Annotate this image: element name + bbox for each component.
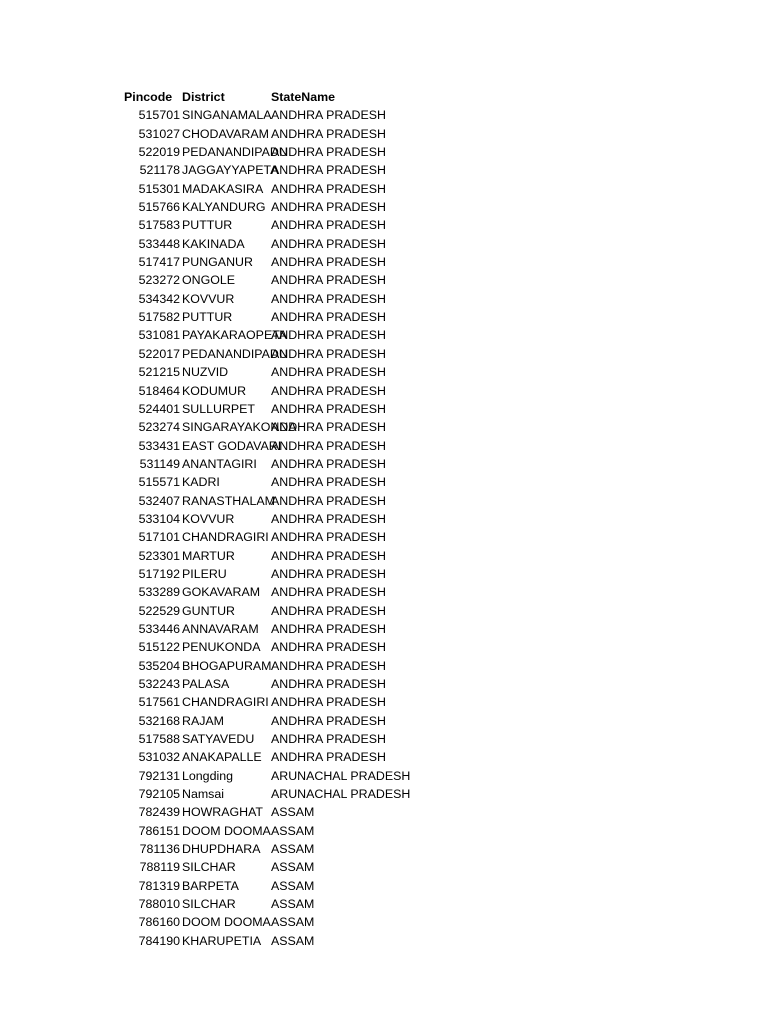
cell-statename: ANDHRA PRADESH [271,126,386,141]
cell-statename: ASSAM [271,933,315,948]
cell-pincode: 515701 [138,108,180,123]
cell-pincode: 521178 [139,163,180,178]
cell-pincode: 517583 [138,218,180,233]
cell-district: KOVVUR [182,511,235,526]
cell-statename: ARUNACHAL PRADESH [271,768,411,783]
cell-pincode: 533289 [138,585,180,600]
cell-pincode: 517582 [138,310,180,325]
table-row [0,161,768,179]
cell-statename: ANDHRA PRADESH [271,163,386,178]
cell-pincode: 531149 [139,456,180,471]
cell-pincode: 515301 [138,181,180,196]
cell-district: PILERU [182,566,227,581]
table-row [0,913,768,931]
cell-statename: ANDHRA PRADESH [271,548,386,563]
cell-statename: ARUNACHAL PRADESH [271,787,411,802]
table-row [0,895,768,913]
cell-district: SINGARAYAKONDA [182,420,297,435]
cell-district: KODUMUR [182,383,247,398]
table-row [0,675,768,693]
table-row [0,418,768,436]
table-row [0,253,768,271]
cell-pincode: 533448 [138,236,180,251]
cell-pincode: 534342 [138,291,180,306]
table-row [0,400,768,418]
cell-statename: ANDHRA PRADESH [271,750,386,765]
cell-district: BARPETA [182,878,239,893]
cell-district: PALASA [182,677,230,691]
table-row [0,657,768,675]
cell-district: PUTTUR [182,310,233,325]
cell-statename: ANDHRA PRADESH [271,420,386,435]
table-row [0,290,768,308]
table-header [0,88,768,106]
cell-district: HOWRAGHAT [182,805,263,820]
table-row [0,180,768,198]
cell-district: KAKINADA [182,236,245,251]
table-row [0,932,768,950]
table-row [0,547,768,565]
cell-statename: ANDHRA PRADESH [271,732,386,747]
cell-statename: ANDHRA PRADESH [271,585,386,600]
cell-district: CHODAVARAM [182,126,269,141]
header-district: District [182,90,225,104]
cell-pincode: 522017 [138,346,180,361]
table-row [0,198,768,216]
table-row [0,235,768,253]
cell-district: SINGANAMALA [182,108,272,123]
cell-statename: ANDHRA PRADESH [271,200,386,215]
cell-pincode: 517588 [138,732,180,747]
table-row [0,602,768,620]
cell-pincode: 788119 [139,860,180,875]
cell-statename: ANDHRA PRADESH [271,493,386,508]
table-row [0,877,768,895]
cell-district: PEDANANDIPADU [182,145,288,160]
cell-statename: ANDHRA PRADESH [271,310,386,325]
cell-pincode: 532407 [138,493,180,508]
table-row [0,455,768,473]
cell-pincode: 523274 [138,420,180,435]
cell-statename: ANDHRA PRADESH [271,328,386,343]
cell-pincode: 522019 [138,145,180,160]
cell-pincode: 781319 [138,878,180,893]
cell-district: GOKAVARAM [182,585,261,600]
cell-statename: ASSAM [271,842,315,857]
cell-statename: ANDHRA PRADESH [271,713,386,728]
cell-statename: ANDHRA PRADESH [271,456,386,471]
table-row [0,528,768,546]
cell-statename: ANDHRA PRADESH [271,291,386,306]
table-row [0,510,768,528]
cell-district: CHANDRAGIRI [182,530,269,545]
cell-pincode: 522529 [138,603,180,618]
cell-statename: ANDHRA PRADESH [271,236,386,251]
cell-pincode: 786160 [138,915,180,930]
cell-pincode: 521215 [138,365,180,380]
table-row [0,803,768,821]
table-row [0,583,768,601]
cell-district: ANAKAPALLE [182,750,262,765]
cell-statename: ANDHRA PRADESH [271,695,386,710]
cell-pincode: 517192 [138,566,180,581]
cell-pincode: 515571 [138,475,180,490]
cell-pincode: 531027 [138,126,180,141]
cell-pincode: 532168 [138,713,180,728]
table-row [0,767,768,785]
table-row [0,693,768,711]
table-row [0,125,768,143]
cell-statename: ANDHRA PRADESH [271,438,386,453]
cell-statename: ANDHRA PRADESH [271,658,386,673]
cell-district: KHARUPETIA [182,933,262,948]
cell-statename: ASSAM [271,897,315,912]
cell-pincode: 532243 [138,677,180,691]
table-row [0,822,768,840]
table-row [0,345,768,363]
table-row [0,638,768,656]
cell-district: KOVVUR [182,291,235,306]
table-body [0,106,768,950]
table-row [0,106,768,124]
cell-statename: ANDHRA PRADESH [271,530,386,545]
table-row [0,308,768,326]
cell-district: NUZVID [182,365,229,380]
table-row [0,712,768,730]
cell-district: MARTUR [182,548,235,563]
cell-pincode: 782439 [138,805,180,820]
table-row [0,858,768,876]
cell-statename: ASSAM [271,860,315,875]
cell-district: GUNTUR [182,603,235,618]
cell-pincode: 524401 [138,401,180,416]
cell-pincode: 533104 [138,511,180,526]
cell-district: PUNGANUR [182,255,253,270]
cell-statename: ANDHRA PRADESH [271,218,386,233]
cell-district: Longding [182,768,233,783]
cell-district: ONGOLE [182,273,236,288]
cell-district: DOOM DOOMA [182,823,271,838]
table-row [0,620,768,638]
table-row [0,271,768,289]
cell-district: PEDANANDIPADU [182,346,288,361]
table-row [0,216,768,234]
cell-pincode: 533446 [138,621,180,636]
cell-pincode: 531032 [138,750,180,765]
header-pincode: Pincode [124,90,173,104]
cell-pincode: 786151 [138,823,180,838]
cell-statename: ANDHRA PRADESH [271,346,386,361]
cell-district: PAYAKARAOPETA [182,328,288,343]
cell-district: KADRI [182,475,220,490]
cell-statename: ANDHRA PRADESH [271,621,386,636]
cell-statename: ASSAM [271,823,315,838]
cell-pincode: 515766 [138,200,180,215]
table-row [0,785,768,803]
cell-statename: ANDHRA PRADESH [271,181,386,196]
cell-pincode: 792131 [138,768,180,783]
cell-pincode: 517417 [138,255,180,270]
cell-pincode: 517101 [138,530,180,545]
table-row [0,840,768,858]
cell-district: RAJAM [182,713,224,728]
cell-statename: ANDHRA PRADESH [271,603,386,618]
cell-statename: ANDHRA PRADESH [271,475,386,490]
cell-pincode: 517561 [138,695,180,710]
cell-statename: ASSAM [271,805,315,820]
cell-district: SULLURPET [182,401,255,416]
table-row [0,382,768,400]
table-row [0,143,768,161]
cell-statename: ANDHRA PRADESH [271,640,386,655]
cell-statename: ANDHRA PRADESH [271,401,386,416]
cell-district: PUTTUR [182,218,233,233]
cell-district: SATYAVEDU [182,732,255,747]
cell-statename: ANDHRA PRADESH [271,108,386,123]
cell-pincode: 523301 [138,548,180,563]
table-row [0,748,768,766]
cell-pincode: 523272 [138,273,180,288]
cell-pincode: 792105 [138,787,180,802]
cell-district: PENUKONDA [182,640,261,655]
table-row [0,492,768,510]
cell-pincode: 784190 [138,933,180,948]
cell-statename: ASSAM [271,878,315,893]
cell-pincode: 518464 [138,383,180,398]
cell-statename: ANDHRA PRADESH [271,383,386,398]
cell-statename: ANDHRA PRADESH [271,566,386,581]
cell-statename: ANDHRA PRADESH [271,511,386,526]
table-row [0,473,768,491]
cell-statename: ANDHRA PRADESH [271,677,386,691]
cell-district: BHOGAPURAM [182,658,272,673]
cell-district: Namsai [182,787,224,802]
cell-pincode: 535204 [138,658,180,673]
cell-district: RANASTHALAM [182,493,275,508]
cell-district: EAST GODAVARI [182,438,282,453]
cell-district: MADAKASIRA [182,181,264,196]
cell-pincode: 788010 [138,897,180,912]
cell-statename: ANDHRA PRADESH [271,365,386,380]
cell-pincode: 515122 [138,640,180,655]
cell-statename: ASSAM [271,915,315,930]
table-row [0,730,768,748]
table-row [0,363,768,381]
cell-statename: ANDHRA PRADESH [271,145,386,160]
cell-district: SILCHAR [182,897,236,912]
table-row [0,565,768,583]
cell-district: CHANDRAGIRI [182,695,269,710]
cell-district: DOOM DOOMA [182,915,271,930]
pincode-table [0,88,768,950]
cell-district: KALYANDURG [182,200,266,215]
cell-district: ANANTAGIRI [182,456,257,471]
cell-pincode: 533431 [138,438,180,453]
cell-statename: ANDHRA PRADESH [271,255,386,270]
cell-district: SILCHAR [182,860,236,875]
cell-statename: ANDHRA PRADESH [271,273,386,288]
table-row [0,326,768,344]
table-row [0,437,768,455]
header-statename: StateName [271,90,336,104]
cell-district: DHUPDHARA [182,842,261,857]
cell-pincode: 531081 [138,328,180,343]
cell-pincode: 781136 [139,842,180,857]
cell-district: JAGGAYYAPETA [182,163,279,178]
cell-district: ANNAVARAM [182,621,259,636]
